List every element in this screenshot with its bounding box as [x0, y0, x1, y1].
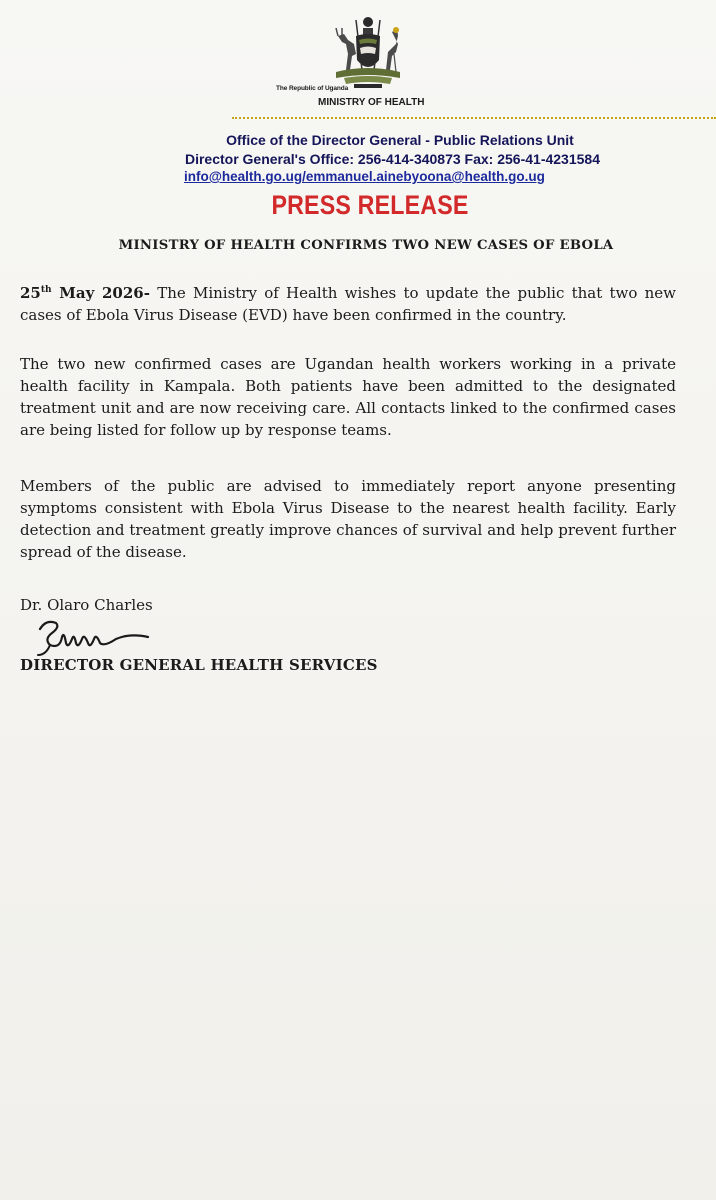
signatory-title: DIRECTOR GENERAL HEALTH SERVICES	[20, 656, 378, 674]
date-rest: May 2026-	[51, 284, 150, 302]
headline: MINISTRY OF HEALTH CONFIRMS TWO NEW CASES OF EBOLA	[118, 238, 614, 253]
office-line: Office of the Director General - Public Relations Unit	[226, 132, 574, 148]
date-suffix: th	[40, 285, 52, 295]
coat-of-arms-icon	[326, 14, 410, 90]
header-divider	[232, 117, 716, 119]
paragraph-1	[20, 282, 676, 326]
signatory-name: Dr. Olaro Charles	[20, 596, 153, 614]
press-release-title: PRESS RELEASE	[271, 190, 469, 220]
paragraph-1-text: The Ministry of Health wishes to update the public that two new cases of Ebola Virus Disease (EVD) have been confirmed in the country.	[20, 284, 676, 324]
republic-label: The Republic of Uganda	[276, 85, 349, 92]
email-links[interactable]: info@health.go.ug/emmanuel.ainebyoona@health.go.ug	[184, 169, 545, 184]
ministry-label: MINISTRY OF HEALTH	[318, 97, 425, 108]
date-day: 25	[20, 284, 41, 302]
paragraph-2: The two new confirmed cases are Ugandan health workers working in a private health facility in Kampala. Both patients have been admitted to the designated treatment unit and are now receiving care. All contacts linked to the confirmed cases are being listed for follow up by response teams.	[20, 355, 676, 439]
signature-icon	[30, 615, 154, 659]
phone-fax-line: Director General's Office: 256-414-340873 Fax: 256-41-4231584	[184, 151, 600, 167]
paragraph-3: Members of the public are advised to immediately report anyone presenting symptoms consistent with Ebola Virus Disease to the nearest health facility. Early detection and treatment greatly improve chances of survival and help prevent further spread of the disease.	[20, 477, 676, 561]
